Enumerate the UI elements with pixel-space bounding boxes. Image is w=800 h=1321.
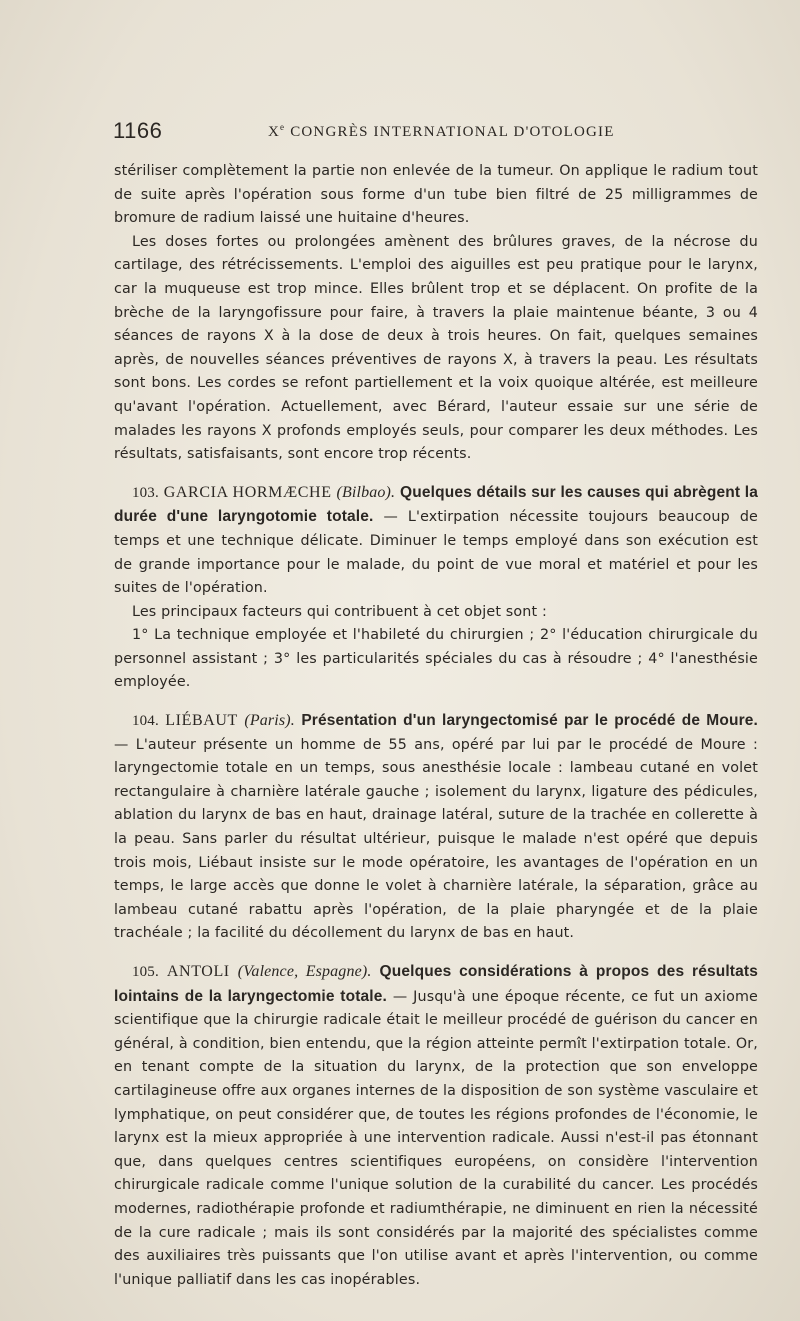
section-place: (Bilbao). (336, 483, 396, 501)
section-title: Présentation d'un laryngectomisé par le procédé de Moure. (301, 712, 758, 730)
section-title: Quelques considérations à propos des résultats lointains de la laryngectomie totale. (114, 963, 758, 1005)
body-text (114, 160, 758, 1292)
section-place-text: Paris (249, 712, 286, 730)
section-author: ANTOLI (166, 963, 230, 980)
section-author: LIÉBAUT (165, 712, 238, 730)
section-place: (Valence, Espagne). (237, 963, 372, 980)
section-104 (114, 709, 758, 946)
section-place-text: Valence, Espagne (243, 963, 362, 980)
section-103 (114, 481, 758, 601)
page-number: 1166 (113, 118, 163, 143)
section-place-text: Bilbao (341, 483, 386, 501)
section-body: — L'extirpation nécessite toujours beaucoup de temps et une technique délicate. Diminuer le temps employé dans son exécution est de grande importance pour le malade, du point de vue moral et matériel et pour les suites de l'opération. (114, 509, 758, 597)
section-body: — L'auteur présente un homme de 55 ans, opéré par lui par le procédé de Moure : laryngectomie totale en un temps, sous anesthésie locale : lambeau cutané en volet rectangulaire à charnière latérale gauche ; isolement du larynx, ligature des pédicules, ablation du larynx de bas en haut, drainage latéral, suture de la trachée en collerette à la peau. Sans parler du résultat ultérieur, puisque le malade n'est opéré que depuis trois mois, Liébaut insiste sur le mode opératoire, les avantages de l'opération en un temps, le large accès que donne le volet à charnière latérale, la séparation, grâce au lambeau cutané rabattu après l'opération, de la plaie pharyngée et de la plaie trachéale ; la facilité du décollement du larynx de bas en haut. (114, 736, 758, 942)
running-title (268, 122, 615, 141)
section-place: (Paris). (244, 712, 295, 730)
running-head (113, 118, 753, 142)
continuation-paragraph-2: Les doses fortes ou prolongées amènent des brûlures graves, de la nécrose du cartilage, des rétrécissements. L'emploi des aiguilles est peu pratique pour le larynx, car la muqueuse est trop mince. Elles brûlent trop et se déplacent. On profite de la brèche de la laryngofissure pour faire, à travers la plaie maintenue béante, 3 ou 4 séances de rayons X à la dose de deux à trois heures. On fait, quelques semaines après, de nouvelles séances préventives de rayons X, à travers la peau. Les résultats sont bons. Les cordes se refont partiellement et la voix quoique altérée, est meilleure qu'avant l'opération. Actuellement, avec Bérard, l'auteur essaie sur une série de malades les rayons X profonds employés seuls, pour comparer les deux méthodes. Les résultats, satisfaisants, sont encore trop récents. (114, 233, 758, 463)
section-author: GARCIA HORMÆCHE (163, 483, 332, 501)
section-103-paragraph-3: 1° La technique employée et l'habileté du chirurgien ; 2° l'éducation chirurgicale du personnel assistant ; 3° les particularités spéciales du cas à résoudre ; 4° l'anesthésie employée. (114, 627, 758, 691)
section-103-paragraph-2: Les principaux facteurs qui contribuent à cet objet sont : (132, 603, 547, 620)
running-title-superscript: e (280, 122, 286, 132)
running-title-prefix: X (268, 124, 281, 140)
section-number: 103. (132, 484, 159, 501)
section-title: Quelques détails sur les causes qui abrègent la durée d'une laryngotomie totale. (114, 483, 759, 526)
section-105 (114, 960, 758, 1292)
section-number: 104. (132, 713, 159, 730)
running-title-text: CONGRÈS INTERNATIONAL D'OTOLOGIE (285, 124, 615, 140)
section-body: — Jusqu'à une époque récente, ce fut un axiome scientifique que la chirurgie radicale était le meilleur procédé de guérison du cancer en général, à condition, bien entendu, que la région atteinte permît l'extirpation totale. Or, en tenant compte de la situation du larynx, de la protection que son enveloppe cartilagineuse offre aux organes internes de la disposition de son système vasculaire et lymphatique, on peut considérer que, de toutes les régions profondes de l'économie, le larynx est la mieux appropriée à une intervention radicale. Aussi n'est-il pas étonnant que, dans quelques centres scientifiques européens, on considère l'intervention chirurgicale radicale comme l'unique solution de la curabilité du cancer. Les procédés modernes, radiothérapie profonde et radiumthérapie, ne diminuent en rien la nécessité de la cure radicale ; mais ils sont considérés par la majorité des spécialistes comme des auxiliaires très puissants que l'on utilise avant et après l'intervention, ou comme l'unique palliatif dans les cas inopérables. (114, 988, 758, 1288)
continuation-paragraph-1: stériliser complètement la partie non enlevée de la tumeur. On applique le radium tout de suite après l'opération sous forme d'un tube bien filtré de 25 milligrammes de bromure de radium laissé une huitaine d'heures. (114, 163, 758, 227)
section-number: 105. (132, 964, 159, 980)
